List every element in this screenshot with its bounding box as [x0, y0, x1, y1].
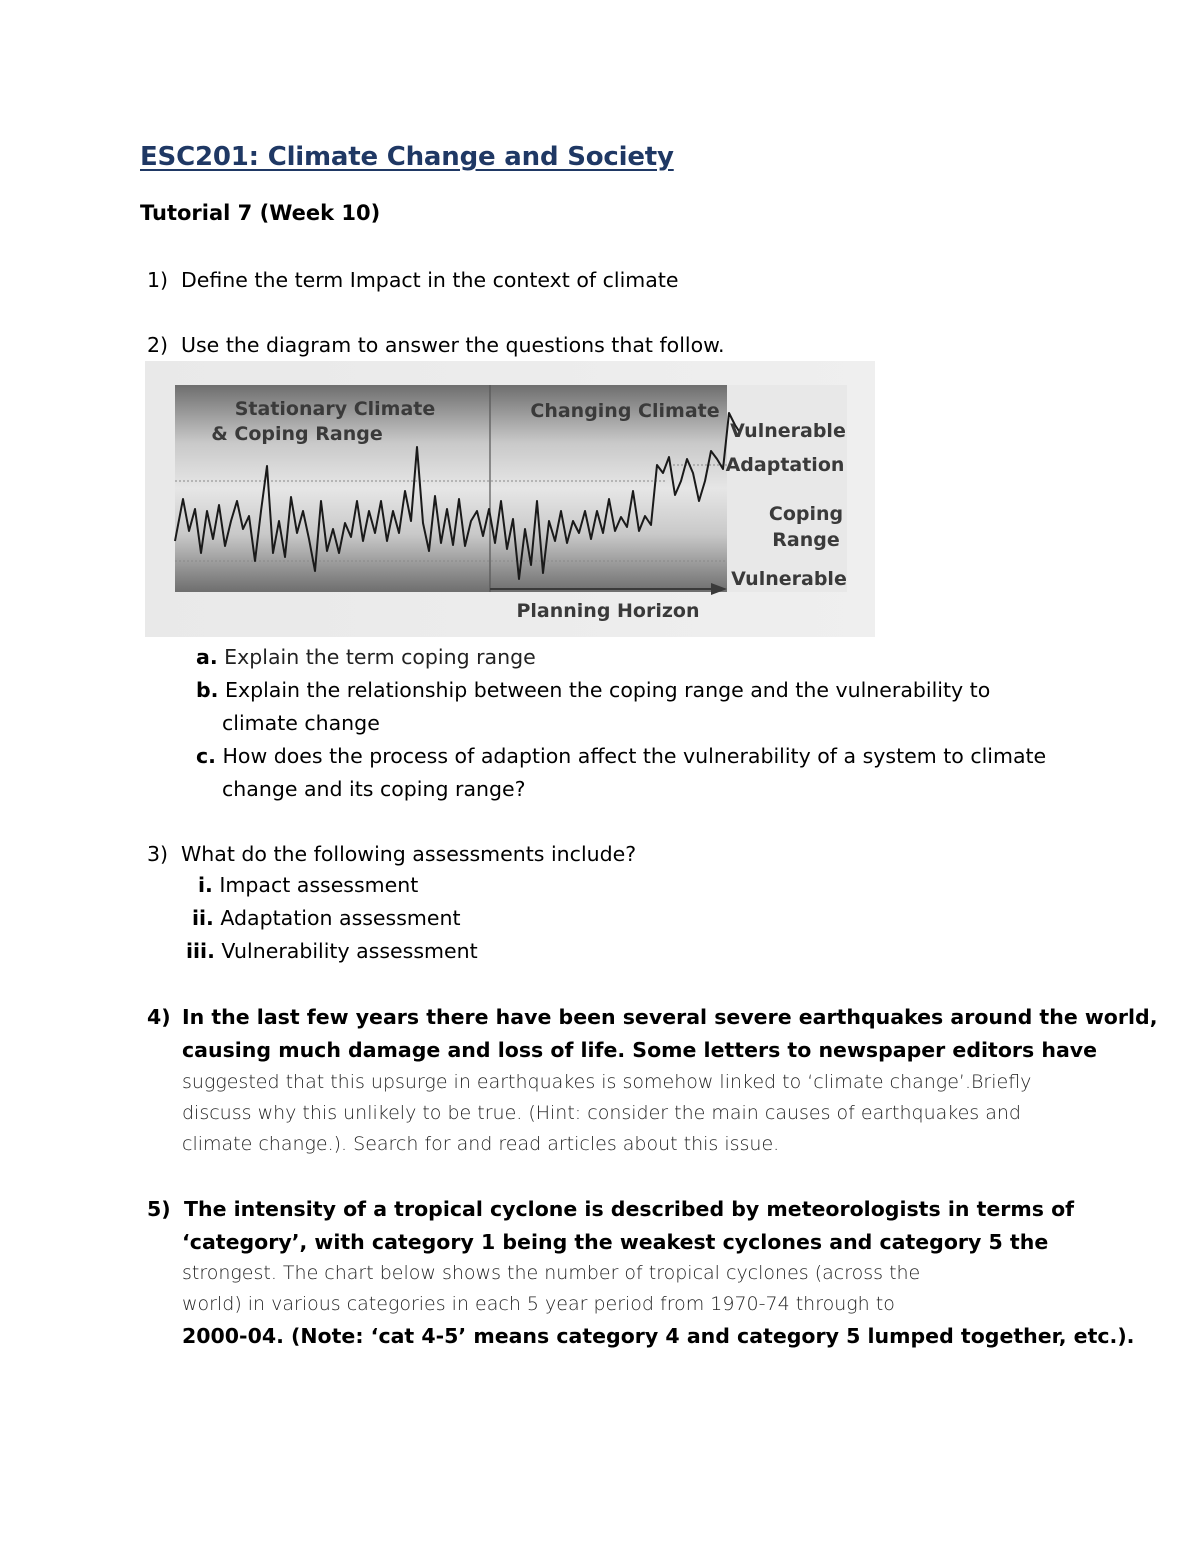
subquestion-2b: [196, 678, 990, 702]
question-text: Use the diagram to answer the questions that follow.: [181, 333, 725, 357]
subquestion-2c: [196, 744, 1046, 768]
question-4-line-2: causing much damage and loss of life. Some letters to newspaper editors have: [182, 1038, 1098, 1062]
sub-text: Adaptation assessment: [220, 906, 461, 930]
question-5-line-3: strongest. The chart below shows the number of tropical cyclones (across the: [182, 1262, 921, 1284]
coping-label-2: Range: [772, 529, 840, 551]
assessment-item-iii: [186, 939, 478, 963]
sub-text: Explain the relationship between the coping range and the vulnerability to: [225, 678, 991, 702]
question-4-line-4: discuss why this unlikely to be true. (Hint: consider the main causes of earthquakes and: [182, 1102, 1021, 1124]
question-number: 3): [147, 842, 169, 866]
sub-text: Vulnerability assessment: [221, 939, 478, 963]
question-number: 5): [147, 1197, 171, 1221]
sub-text: How does the process of adaption affect the vulnerability of a system to climate: [222, 744, 1047, 768]
sub-marker: ii.: [192, 906, 214, 930]
sub-marker: iii.: [186, 939, 215, 963]
question-number: 1): [147, 268, 169, 292]
question-text: In the last few years there have been several severe earthquakes around the world,: [182, 1005, 1158, 1029]
sub-marker: b.: [196, 678, 219, 702]
question-4-line-3: suggested that this upsurge in earthquakes is somehow linked to ‘climate change’.Briefly: [182, 1071, 1032, 1093]
sub-marker: c.: [196, 744, 216, 768]
question-number: 4): [147, 1005, 171, 1029]
question-text: The intensity of a tropical cyclone is described by meteorologists in terms of: [184, 1197, 1075, 1221]
question-5-line-4: world) in various categories in each 5 year period from 1970-74 through to: [182, 1293, 895, 1315]
assessment-item-i: [198, 873, 418, 897]
question-5-line-5: 2000-04. (Note: ‘cat 4-5’ means category 4 and category 5 lumped together, etc.).: [182, 1324, 1135, 1348]
vulnerable-top-label: Vulnerable: [730, 420, 846, 442]
tutorial-title: Tutorial 7 (Week 10): [140, 201, 381, 225]
course-title: ESC201: Climate Change and Society: [140, 142, 674, 172]
coping-range-diagram: [145, 361, 875, 637]
sub-text: Explain the term coping range: [224, 645, 536, 669]
sub-marker: a.: [196, 645, 218, 669]
stationary-label-1: Stationary Climate: [234, 398, 436, 420]
sub-text: Impact assessment: [219, 873, 419, 897]
changing-climate-label: Changing Climate: [530, 400, 720, 422]
question-number: 2): [147, 333, 169, 357]
coping-label-1: Coping: [768, 503, 844, 525]
question-5-line-2: ‘category’, with category 1 being the weakest cyclones and category 5 the: [182, 1230, 1049, 1254]
question-text: Define the term Impact in the context of climate: [181, 268, 679, 292]
question-4-line-5: climate change.). Search for and read articles about this issue.: [182, 1133, 780, 1155]
assessment-item-ii: [192, 906, 461, 930]
stationary-label-2: & Coping Range: [211, 423, 383, 445]
subquestion-2c-cont: change and its coping range?: [222, 777, 526, 801]
subquestion-2a: [196, 645, 536, 669]
question-text: What do the following assessments include?: [181, 842, 637, 866]
subquestion-2b-cont: climate change: [222, 711, 380, 735]
sub-marker: i.: [198, 873, 213, 897]
vulnerable-bottom-label: Vulnerable: [731, 568, 847, 590]
adaptation-label: Adaptation: [725, 454, 845, 476]
planning-horizon-label: Planning Horizon: [516, 600, 700, 622]
